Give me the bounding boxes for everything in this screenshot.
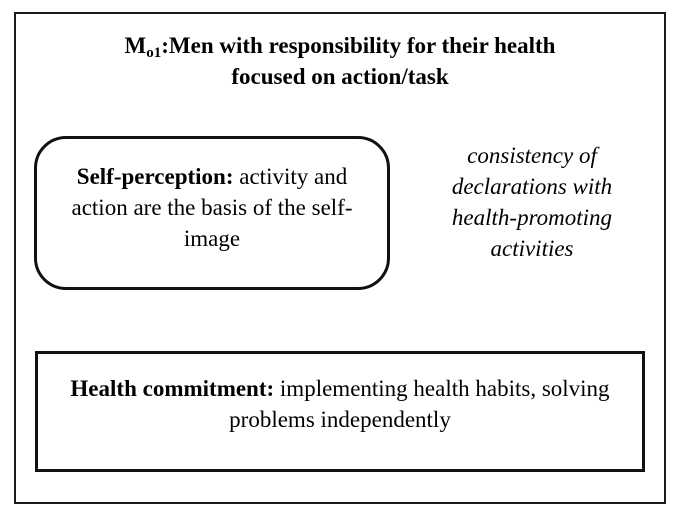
self-perception-label: Self-perception: — [76, 163, 234, 189]
health-commitment-text: implementing health habits, solving problems independently — [229, 375, 610, 432]
note-line-1: consistency of — [467, 143, 597, 168]
title-subscript: o1 — [146, 45, 162, 61]
self-perception-text: activity and action are the basis of the self-image — [71, 163, 353, 251]
title-line1: :Men with responsibility for their health — [161, 33, 556, 58]
health-commitment-label: Health commitment: — [70, 375, 275, 401]
title-prefix: M — [124, 33, 147, 58]
note-line-2: declarations with — [451, 174, 613, 199]
diagram-title — [14, 30, 666, 92]
health-commitment-box — [35, 351, 645, 472]
title-line2: focused on action/task — [231, 64, 449, 89]
note-line-3: health-promoting — [451, 205, 613, 230]
note-line-4: activities — [490, 236, 574, 261]
consistency-note — [412, 140, 652, 264]
self-perception-box — [34, 136, 390, 290]
